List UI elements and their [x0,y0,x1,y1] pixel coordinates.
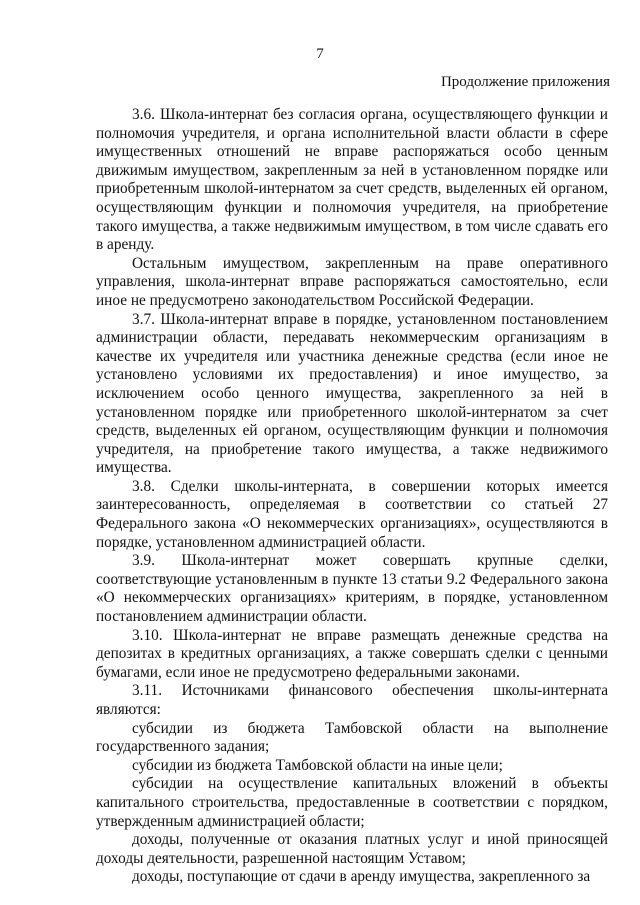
paragraph-other-property: Остальным имуществом, закрепленным на праве оперативного управления, школа-интернат вправе распоряжаться самостоятельно, если иное не предусмотрено законодательством Российской Федерации. [96,254,608,309]
list-item-state-task-subsidies: субсидии из бюджета Тамбовской области на выполнение государственного задания; [96,719,608,756]
paragraph-3-11: 3.11. Источниками финансового обеспечения школы-интерната являются: [96,682,608,718]
document-body [96,106,608,887]
appendix-continuation-note: Продолжение приложения [440,74,610,90]
list-item-capital-investment-subsidies: субсидии на осуществление капитальных вложений в объекты капитального строительства, предоставленные в соответствии с порядком, утвержденным администрацией области; [96,775,608,830]
list-item-other-purpose-subsidies: субсидии из бюджета Тамбовской области на иные цели; [132,756,503,774]
paragraph-3-6: 3.6. Школа-интернат без согласия органа, осуществляющего функции и полномочия учредителя, и органа исполнительной власти области в сфере имущественных отношений не вправе распоряжаться особо ценным движимым имуществом, закрепленным за ней в установленном порядке или приобретенным школой-интернатом за счет средств, выделенных ей органом, осуществляющим функции и полномочия учредителя, на приобретение такого имущества, а также недвижимым имуществом, в том числе сдавать его в аренду. [96,106,608,254]
paragraph-3-7: 3.7. Школа-интернат вправе в порядке, установленном постановлением администрации области, передавать некоммерческим организациям в качестве их учредителя или участника денежные средства (если иное не установлено условиями их предоставления) и иное имущество, за исключением особо ценного имущества, закрепленного за ней в установленном порядке или приобретенного школой-интернатом за счет средств, выделенных ей органом, осуществляющим функции и полномочия учредителя, на приобретение такого имущества, а также недвижимого имущества. [96,310,608,477]
paragraph-3-9: 3.9. Школа-интернат может совершать крупные сделки, соответствующие установленным в пункте 13 статьи 9.2 Федерального закона «О некоммерческих организациях» критериям, в порядке, установленном постановлением администрации области. [96,552,608,626]
list-item-paid-services-income: доходы, полученные от оказания платных услуг и иной приносящей доходы деятельности, разрешенной настоящим Уставом; [96,831,608,867]
paragraph-3-8: 3.8. Сделки школы-интерната, в совершении которых имеется заинтересованность, определяемая в соответствии со статьей 27 Федерального закона «О некоммерческих организациях», осуществляются в порядке, установленном администрацией области. [96,477,608,551]
page-number: 7 [316,46,324,62]
list-item-rent-income: доходы, поступающие от сдачи в аренду имущества, закрепленного за [132,868,591,886]
paragraph-3-10: 3.10. Школа-интернат не вправе размещать денежные средства на депозитах в кредитных организациях, а также совершать сделки с ценными бумагами, если иное не предусмотрено федеральными законами. [96,626,608,681]
